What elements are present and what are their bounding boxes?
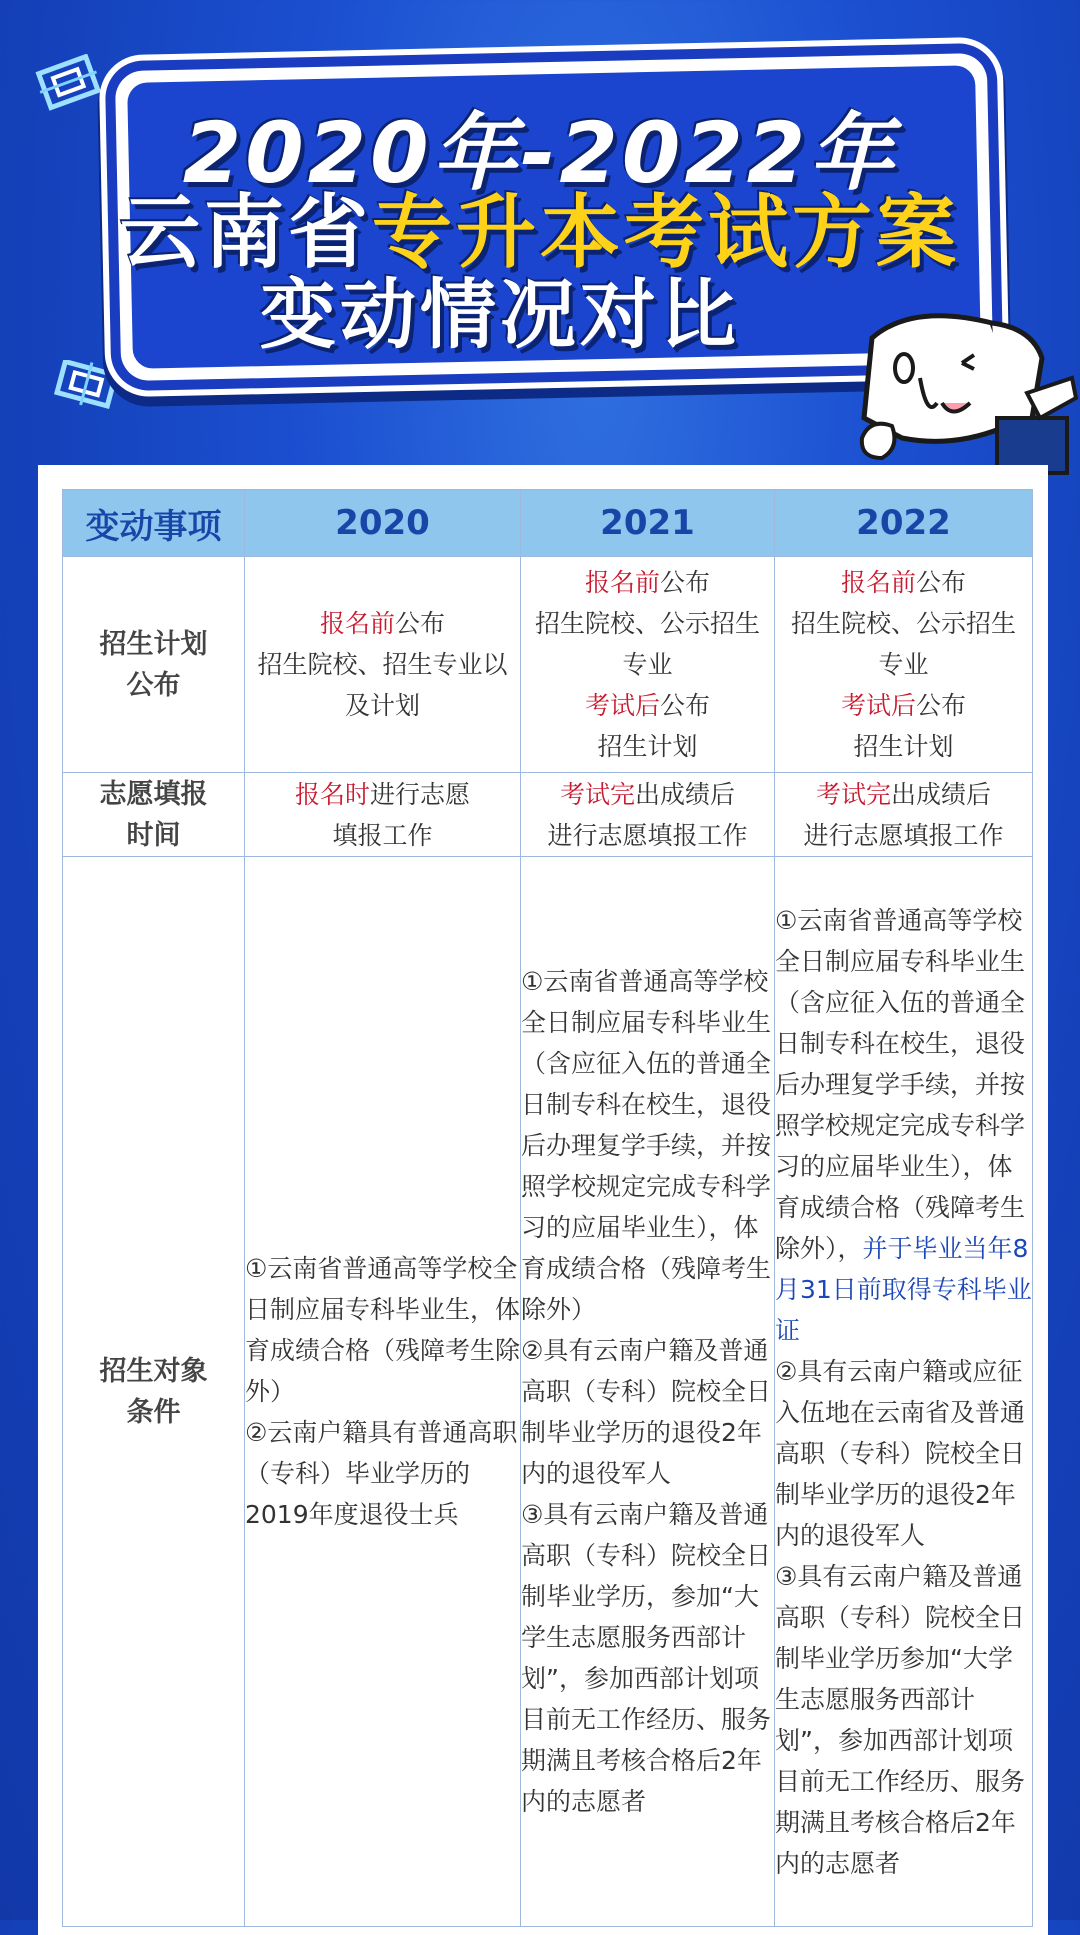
row-label-line: 条件 — [126, 1396, 181, 1428]
cell-line: 专业 — [622, 650, 673, 679]
cell-line: 填报工作 — [332, 820, 433, 850]
cell-text: 公布 — [395, 609, 446, 638]
cell-paragraph: ①云南省普通高等学校全日制应届专科毕业生（含应征入伍的普通全日制专科在校生，退役后办理复学手续，并按照学校规定完成专科学习的应届毕业生），体育成绩合格（残障考生除外） — [521, 967, 772, 1324]
table-row — [63, 557, 1033, 773]
table-cell-2020 — [245, 557, 521, 773]
cell-text: 公布 — [916, 691, 967, 720]
cell-line — [245, 774, 520, 815]
column-header: 2022 — [775, 490, 1033, 557]
highlight-text: 考试完 — [559, 779, 635, 809]
cell-text: 进行志愿 — [370, 779, 471, 809]
table-row — [63, 857, 1033, 1927]
table-cell-2022 — [775, 557, 1033, 773]
title-line-years: 2020年-2022年 — [182, 104, 898, 202]
table-header-row — [63, 490, 1033, 557]
cell-line: 进行志愿填报工作 — [547, 820, 748, 850]
cell-text: 公布 — [916, 568, 967, 597]
cell-line — [775, 562, 1032, 603]
pattern-decoration-icon — [50, 360, 124, 410]
highlight-text: 报名前 — [584, 568, 660, 597]
highlight-text: 考试完 — [815, 779, 891, 809]
header-banner — [0, 0, 1080, 470]
table-cell-2022 — [775, 773, 1033, 857]
column-header: 2021 — [521, 490, 775, 557]
table-cell-2020 — [245, 773, 521, 857]
highlight-text: 报名前 — [319, 609, 395, 638]
column-header: 2020 — [245, 490, 521, 557]
row-label — [63, 857, 245, 1927]
title-province: 云南省 — [120, 186, 372, 279]
cell-text: 出成绩后 — [635, 779, 736, 809]
cell-line — [521, 685, 774, 726]
cell-line: 及计划 — [344, 691, 420, 720]
cell-line: 进行志愿填报工作 — [803, 820, 1004, 850]
cell-line — [521, 562, 774, 603]
cell-line: 招生院校、招生专业以 — [257, 650, 508, 679]
cell-line — [245, 603, 520, 644]
row-label — [63, 773, 245, 857]
cell-line: 招生计划 — [597, 732, 698, 761]
comparison-card — [38, 465, 1048, 1935]
cell-paragraph: ②具有云南户籍或应征入伍地在云南省及普通高职（专科）院校全日制毕业学历的退役2年内的退役军人 — [775, 1356, 1026, 1550]
highlight-text: 考试后 — [840, 691, 916, 720]
cell-text: 出成绩后 — [891, 779, 992, 809]
title-line-comparison: 变动情况对比 — [260, 270, 740, 359]
cell-line — [775, 685, 1032, 726]
row-label-line: 公布 — [126, 669, 181, 701]
cell-line: 招生院校、公示招生 — [790, 609, 1016, 638]
highlight-text: 报名前 — [840, 568, 916, 597]
table-row — [63, 773, 1033, 857]
cell-paragraph: ②云南户籍具有普通高职（专科）毕业学历的2019年度退役士兵 — [245, 1418, 518, 1529]
highlight-text: 并于毕业当年8月31日前取得专科毕业证 — [775, 1233, 1032, 1345]
row-label — [63, 557, 245, 773]
cell-line: 招生院校、公示招生 — [534, 609, 760, 638]
highlight-text: 报名时 — [294, 779, 370, 809]
table-cell-2022 — [775, 857, 1033, 1927]
mascot-icon — [842, 308, 1078, 478]
row-label-line: 志愿填报 — [99, 778, 208, 810]
cell-line — [521, 774, 774, 815]
highlight-text: 考试后 — [584, 691, 660, 720]
table-cell-2020 — [245, 857, 521, 1927]
cell-paragraph: ①云南省普通高等学校全日制应届专科毕业生，体育成绩合格（残障考生除外） — [245, 1254, 521, 1406]
cell-paragraph — [775, 900, 1032, 1351]
row-label-line: 招生对象 — [99, 1355, 208, 1387]
cell-paragraph: ③具有云南户籍及普通高职（专科）院校全日制毕业学历，参加“大学生志愿服务西部计划”，参加西部计划项目前无工作经历、服务期满且考核合格后2年内的志愿者 — [521, 1500, 772, 1816]
cell-paragraph: ②具有云南户籍及普通高职（专科）院校全日制毕业学历的退役2年内的退役军人 — [521, 1336, 772, 1488]
cell-line: 招生计划 — [853, 732, 954, 761]
column-header: 变动事项 — [63, 490, 245, 557]
cell-paragraph: ③具有云南户籍及普通高职（专科）院校全日制毕业学历参加“大学生志愿服务西部计划”，参加西部计划项目前无工作经历、服务期满且考核合格后2年内的志愿者 — [775, 1561, 1026, 1878]
cell-line — [775, 774, 1032, 815]
cell-text: ①云南省普通高等学校全日制应届专科毕业生（含应征入伍的普通全日制专科在校生，退役后办理复学手续，并按照学校规定完成专科学习的应届毕业生），体育成绩合格（残障考生除外）， — [775, 905, 1026, 1263]
table-cell-2021 — [521, 857, 775, 1927]
cell-text: 公布 — [660, 691, 711, 720]
table-cell-2021 — [521, 773, 775, 857]
title-accent: 专升本考试方案 — [372, 186, 960, 279]
comparison-table — [62, 489, 1033, 1927]
cell-line: 专业 — [878, 650, 929, 679]
cell-text: 公布 — [660, 568, 711, 597]
row-label-line: 时间 — [126, 819, 181, 851]
table-cell-2021 — [521, 557, 775, 773]
row-label-line: 招生计划 — [99, 628, 208, 660]
